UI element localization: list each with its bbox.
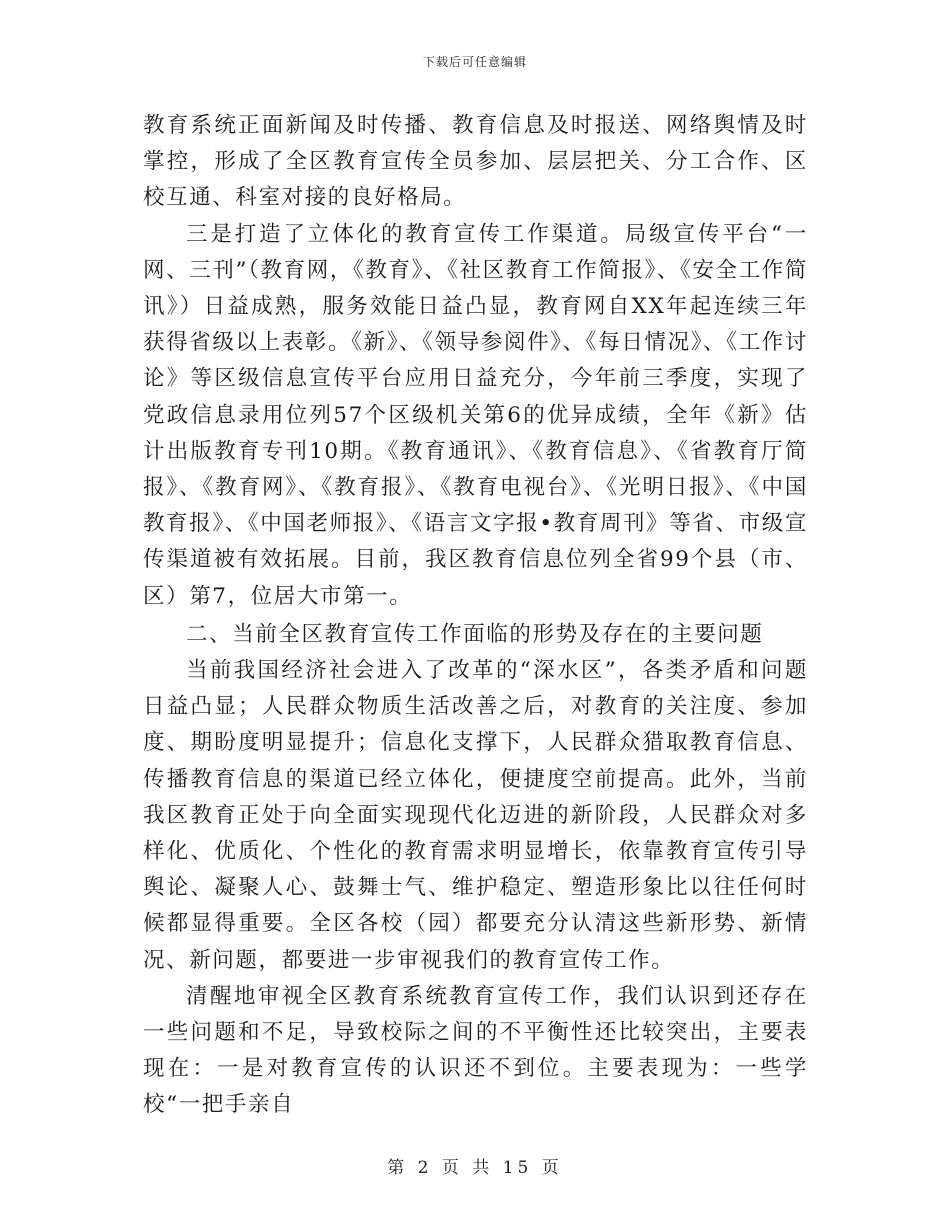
paragraph-channels: 三是打造了立体化的教育宣传工作渠道。局级宣传平台“一网、三刊”（教育网，《教育》、《社区教育工作简报》、《安全工作简讯》）日益成熟，服务效能日益凸显，教育网自XX年起连续三年获得省级以上表彰。《新》、《领导参阅件》、《每日情况》、《工作讨论》等区级信息宣传平台应用日益充分，今年前三季度，实现了党政信息录用位列57个区级机关第6的优异成绩，全年《新》估计出版教育专刊10期。《教育通讯》、《教育信息》、《省教育厅简报》、《教育网》、《教育报》、《教育电视台》、《光明日报》、《中国教育报》、《中国老师报》、《语言文字报•教育周刊》等省、市级宣传渠道被有效拓展。目前，我区教育信息位列全省99个县（市、区）第7，位居大市第一。 xyxy=(143,221,808,609)
document-body xyxy=(143,108,808,1124)
paragraph-continuation: 教育系统正面新闻及时传播、教育信息及时报送、网络舆情及时掌控，形成了全区教育宣传全员参加、层层把关、分工合作、区校互通、科室对接的良好格局。 xyxy=(143,113,808,211)
page-footer: 第 2 页 共 15 页 xyxy=(387,1158,563,1178)
paragraph-situation: 当前我国经济社会进入了改革的“深水区”，各类矛盾和问题日益凸显；人民群众物质生活改善之后，对教育的关注度、参加度、期盼度明显提升；信息化支撑下，人民群众猎取教育信息、传播教育信息的渠道已经立体化，便捷度空前提高。此外，当前我区教育正处于向全面实现现代化迈进的新阶段，人民群众对多样化、优质化、个性化的教育需求明显增长，依靠教育宣传引导舆论、凝聚人心、鼓舞士气、维护稳定、塑造形象比以往任何时候都显得重要。全区各校（园）都要充分认清这些新形势、新情况、新问题，都要进一步审视我们的教育宣传工作。 xyxy=(143,658,808,973)
section-heading: 二、当前全区教育宣传工作面临的形势及存在的主要问题 xyxy=(186,621,764,647)
page-header: 下载后可任意编辑 xyxy=(422,55,527,69)
paragraph-problems: 清醒地审视全区教育系统教育宣传工作，我们认识到还存在一些问题和不足，导致校际之间的不平衡性还比较突出，主要表现在：一是对教育宣传的认识还不到位。主要表现为：一些学校“一把手亲自 xyxy=(143,983,808,1118)
